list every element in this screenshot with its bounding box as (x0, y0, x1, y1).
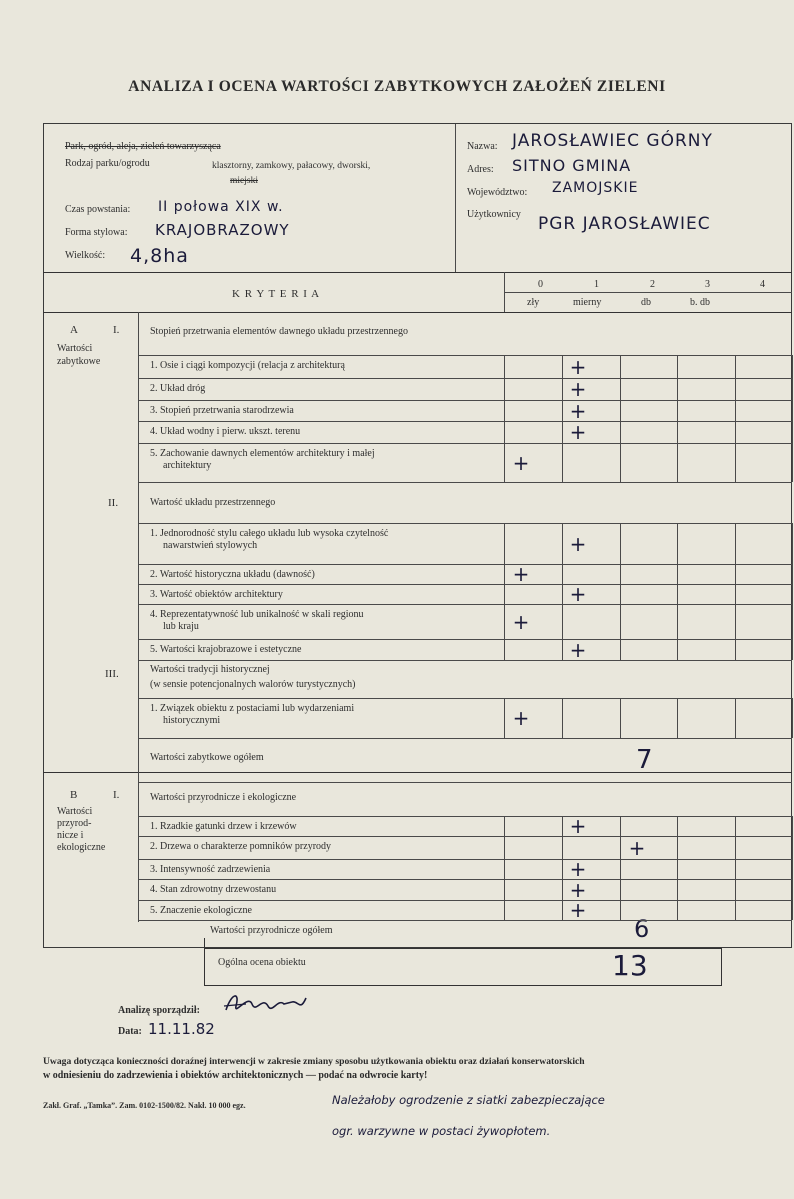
row-col-line (562, 698, 563, 738)
criteria-header-bottom (43, 312, 792, 313)
row-col-line (504, 421, 505, 443)
row-col-line (562, 355, 563, 378)
row-col-line (677, 816, 678, 836)
row-col-line (620, 421, 621, 443)
section-b-name-4: ekologiczne (57, 842, 106, 853)
group-3-heading-2: (w sensie potencjonalnych walorów turystycznych) (150, 679, 356, 690)
group-2-heading: Wartość układu przestrzennego (150, 497, 276, 508)
criterion-mark: + (569, 898, 587, 922)
row-line-top (138, 859, 792, 860)
row-col-line (792, 900, 793, 920)
row-col-line (504, 816, 505, 836)
criterion-mark: + (512, 609, 530, 634)
row-col-line (677, 355, 678, 378)
row-col-line (792, 816, 793, 836)
row-col-line (735, 698, 736, 738)
row-col-line (562, 584, 563, 604)
criterion-mark: + (512, 706, 530, 730)
criterion-mark: + (628, 835, 646, 860)
row-col-line (504, 836, 505, 859)
row-line-bottom (138, 920, 792, 921)
section-b-name-1: Wartości (57, 806, 93, 817)
criterion-text: 2. Drzewa o charakterze pomników przyrody (150, 841, 332, 852)
row-col-line (620, 604, 621, 639)
grade-2: db (641, 297, 651, 308)
criteria-label: K R Y T E R I A (232, 288, 321, 300)
row-col-line (504, 879, 505, 900)
criterion-text: 5. Zachowanie dawnych elementów architektury i małej (150, 448, 375, 459)
notice-line-1: Uwaga dotycząca konieczności doraźnej interwencji w zakresie zmiany sposobu użytkowania obiektu oraz działań konserwatorskich (43, 1056, 585, 1067)
section-b-roman: I. (113, 789, 120, 801)
criterion-text: 4. Stan zdrowotny drzewostanu (150, 884, 277, 895)
row-col-line (620, 879, 621, 900)
overall-label: Ogólna ocena obiektu (218, 957, 306, 968)
row-col-line (735, 443, 736, 482)
row-col-line (562, 523, 563, 564)
row-col-line (677, 639, 678, 660)
row-col-line (735, 604, 736, 639)
row-col-line (792, 584, 793, 604)
row-line-top (138, 639, 792, 640)
row-col-line (562, 400, 563, 421)
row-col-line (504, 400, 505, 421)
row-col-line (562, 816, 563, 836)
signature-image (222, 988, 312, 1022)
row-col-line (792, 836, 793, 859)
row-col-line (504, 639, 505, 660)
row-col-line (735, 639, 736, 660)
style-value: KRAJOBRAZOWY (155, 221, 290, 239)
park-kind-options: klasztorny, zamkowy, pałacowy, dworski, (212, 161, 371, 171)
row-line-top (138, 900, 792, 901)
voivodeship-value: ZAMOJSKIE (552, 180, 639, 196)
grade-0: zły (527, 297, 540, 308)
section-a-total-label: Wartości zabytkowe ogółem (150, 752, 264, 763)
row-col-line (792, 859, 793, 879)
row-col-line (504, 355, 505, 378)
row-col-line (562, 443, 563, 482)
criterion-text: 4. Reprezentatywność lub unikalność w skali regionu (150, 609, 364, 620)
size-label: Wielkość: (65, 250, 106, 261)
row-col-line (620, 443, 621, 482)
section-b-name-3: nicze i (57, 830, 84, 841)
row-col-line (735, 564, 736, 584)
criterion-text: 1. Jednorodność stylu całego układu lub wysoka czytelność (150, 528, 389, 539)
overall-bottom (204, 985, 722, 986)
score-0: 0 (538, 279, 543, 290)
a-total-top (138, 738, 792, 739)
row-line-top (138, 355, 792, 356)
row-col-line (677, 378, 678, 400)
row-col-line (792, 421, 793, 443)
group-1-heading: Stopień przetrwania elementów dawnego układu przestrzennego (150, 326, 408, 337)
users-label: Użytkownicy (467, 209, 521, 220)
row-col-line (504, 859, 505, 879)
row-line-top (138, 400, 792, 401)
row-col-line (620, 564, 621, 584)
row-col-line (562, 639, 563, 660)
row-col-line (677, 443, 678, 482)
score-2: 2 (650, 279, 655, 290)
criterion-text: 3. Intensywność zadrzewienia (150, 864, 271, 875)
row-col-line (504, 698, 505, 738)
row-col-line (620, 816, 621, 836)
section-b-total-value: 6 (634, 915, 650, 943)
row-col-line (735, 421, 736, 443)
row-col-line (504, 523, 505, 564)
row-line-top (138, 564, 792, 565)
grade-3: b. db (690, 297, 710, 308)
row-col-line (677, 400, 678, 421)
row-col-line (677, 879, 678, 900)
section-b-heading: Wartości przyrodnicze i ekologiczne (150, 792, 297, 803)
row-line-top (138, 523, 792, 524)
row-col-line (562, 564, 563, 584)
row-col-line (620, 900, 621, 920)
overall-left (204, 938, 205, 986)
row-col-line (735, 523, 736, 564)
row-col-line (792, 523, 793, 564)
origin-value: II połowa XIX w. (158, 199, 284, 215)
row-col-line (620, 584, 621, 604)
criterion-text: 2. Wartość historyczna układu (dawność) (150, 569, 315, 580)
criterion-text: 1. Osie i ciągi kompozycji (relacja z architekturą (150, 360, 345, 371)
criterion-mark: + (569, 354, 587, 379)
criterion-text: 1. Rzadkie gatunki drzew i krzewów (150, 821, 297, 832)
form-title: ANALIZA I OCENA WARTOŚCI ZABYTKOWYCH ZAŁOŻEŃ ZIELENI (128, 78, 666, 95)
row-col-line (735, 900, 736, 920)
criterion-text: 3. Wartość obiektów architektury (150, 589, 283, 600)
row-col-line (562, 421, 563, 443)
row-col-line (504, 443, 505, 482)
header-split (455, 124, 456, 272)
grade-1: mierny (573, 297, 602, 308)
criterion-text-cont: architektury (163, 460, 212, 471)
section-a-roman: I. (113, 324, 120, 336)
row-line-top (138, 604, 792, 605)
row-col-line (504, 900, 505, 920)
row-col-line (562, 378, 563, 400)
criterion-text: 2. Układ dróg (150, 383, 206, 394)
overall-value: 13 (612, 949, 648, 982)
row-col-line (677, 523, 678, 564)
row-col-line (620, 523, 621, 564)
users-value: PGR JAROSŁAWIEC (538, 214, 711, 234)
criterion-mark: + (512, 450, 530, 475)
criterion-text: 3. Stopień przetrwania starodrzewia (150, 405, 294, 416)
printer-info: Zakł. Graf. „Tamka”. Zam. 0102-1500/82. Nakł. 10 000 egz. (43, 1101, 246, 1110)
row-col-line (562, 859, 563, 879)
row-col-line (735, 816, 736, 836)
criterion-text-cont: historycznymi (163, 715, 221, 726)
group-3-heading: Wartości tradycji historycznej (150, 664, 270, 675)
size-value: 4,8ha (130, 245, 189, 267)
row-col-line (792, 564, 793, 584)
criterion-text-cont: nawarstwień stylowych (163, 540, 258, 551)
row-col-line (735, 879, 736, 900)
row-col-line (792, 639, 793, 660)
criterion-text: 4. Układ wodny i pierw. ukszt. terenu (150, 426, 301, 437)
name-label: Nazwa: (467, 141, 498, 152)
row-col-line (735, 355, 736, 378)
category-col-line (138, 312, 139, 772)
row-col-line (792, 378, 793, 400)
score-1: 1 (594, 279, 599, 290)
criterion-mark: + (569, 582, 587, 606)
criterion-mark: + (569, 398, 587, 423)
row-line-top (138, 378, 792, 379)
row-col-line (620, 355, 621, 378)
header-divider (43, 272, 792, 273)
row-line-bottom (138, 482, 792, 483)
row-col-line (677, 564, 678, 584)
row-col-line (562, 879, 563, 900)
park-kind-options-city: miejski (230, 176, 258, 186)
row-line-bottom (138, 660, 792, 661)
row-col-line (504, 584, 505, 604)
row-col-line (677, 836, 678, 859)
row-col-line (677, 584, 678, 604)
criterion-mark: + (569, 420, 587, 444)
voivodeship-label: Województwo: (467, 187, 528, 198)
row-col-line (504, 378, 505, 400)
row-col-line (562, 900, 563, 920)
criterion-mark: + (569, 531, 587, 556)
row-col-line (677, 900, 678, 920)
name-value: JAROSŁAWIEC GÓRNY (512, 131, 713, 151)
section-a-name: Wartości zabytkowe (57, 343, 101, 367)
row-col-line (735, 836, 736, 859)
criterion-text: 1. Związek obiektu z postaciami lub wydarzeniami (150, 703, 355, 714)
row-line-top (138, 584, 792, 585)
row-col-line (792, 355, 793, 378)
score-4: 4 (760, 279, 765, 290)
handnote-line-1: Należałoby ogrodzenie z siatki zabezpieczające (332, 1093, 605, 1107)
overall-right (721, 948, 722, 986)
section-a-total-value: 7 (636, 745, 653, 775)
row-col-line (792, 879, 793, 900)
criterion-mark: + (569, 637, 587, 662)
row-col-line (677, 698, 678, 738)
row-col-line (677, 421, 678, 443)
b-heading-line (138, 782, 792, 783)
row-line-top (138, 698, 792, 699)
criterion-text-cont: lub kraju (163, 621, 199, 632)
row-line-top (138, 879, 792, 880)
prepared-label: Analizę sporządził: (118, 1005, 200, 1016)
row-col-line (620, 400, 621, 421)
score-3: 3 (705, 279, 710, 290)
notice-line-2: w odniesieniu do zadrzewienia i obiektów architektonicznych — podać na odwrocie karty! (43, 1070, 428, 1081)
row-col-line (504, 564, 505, 584)
row-col-line (620, 378, 621, 400)
section-a-bottom (43, 772, 792, 773)
criterion-mark: + (569, 377, 587, 401)
criterion-mark: + (569, 877, 587, 902)
row-col-line (620, 836, 621, 859)
row-col-line (735, 859, 736, 879)
row-line-top (138, 836, 792, 837)
handnote-line-2: ogr. warzywne w postaci żywopłotem. (332, 1124, 551, 1138)
section-b-name-2: przyrod- (57, 818, 92, 829)
group-3-roman: III. (105, 668, 119, 680)
style-label: Forma stylowa: (65, 227, 128, 238)
criterion-text: 5. Znaczenie ekologiczne (150, 905, 252, 916)
row-line-top (138, 421, 792, 422)
row-col-line (792, 604, 793, 639)
date-value: 11.11.82 (148, 1020, 215, 1038)
score-divider (504, 292, 792, 293)
origin-label: Czas powstania: (65, 204, 131, 215)
row-col-line (620, 698, 621, 738)
park-kind-label: Rodzaj parku/ogrodu (65, 158, 150, 169)
criterion-mark: + (569, 857, 587, 881)
park-type-label: Park, ogród, aleja, zieleń towarzysząca (65, 141, 221, 152)
section-b-letter: B (70, 789, 78, 801)
row-col-line (620, 639, 621, 660)
row-col-line (735, 378, 736, 400)
row-line-top (138, 443, 792, 444)
row-col-line (677, 859, 678, 879)
criterion-mark: + (512, 562, 530, 586)
row-col-line (620, 859, 621, 879)
row-col-line (504, 604, 505, 639)
row-col-line (562, 836, 563, 859)
address-value: SITNO GMINA (512, 156, 632, 175)
row-col-line (562, 604, 563, 639)
section-a-letter: A (70, 324, 78, 336)
criterion-mark: + (569, 814, 587, 838)
criterion-text: 5. Wartości krajobrazowe i estetyczne (150, 644, 302, 655)
row-col-line (677, 604, 678, 639)
section-b-total-label: Wartości przyrodnicze ogółem (210, 925, 333, 936)
row-col-line (735, 584, 736, 604)
row-col-line (735, 400, 736, 421)
row-line-top (138, 816, 792, 817)
row-col-line (792, 400, 793, 421)
address-label: Adres: (467, 164, 494, 175)
date-label: Data: (118, 1026, 142, 1037)
group-2-roman: II. (108, 497, 119, 509)
row-col-line (792, 698, 793, 738)
row-col-line (792, 443, 793, 482)
